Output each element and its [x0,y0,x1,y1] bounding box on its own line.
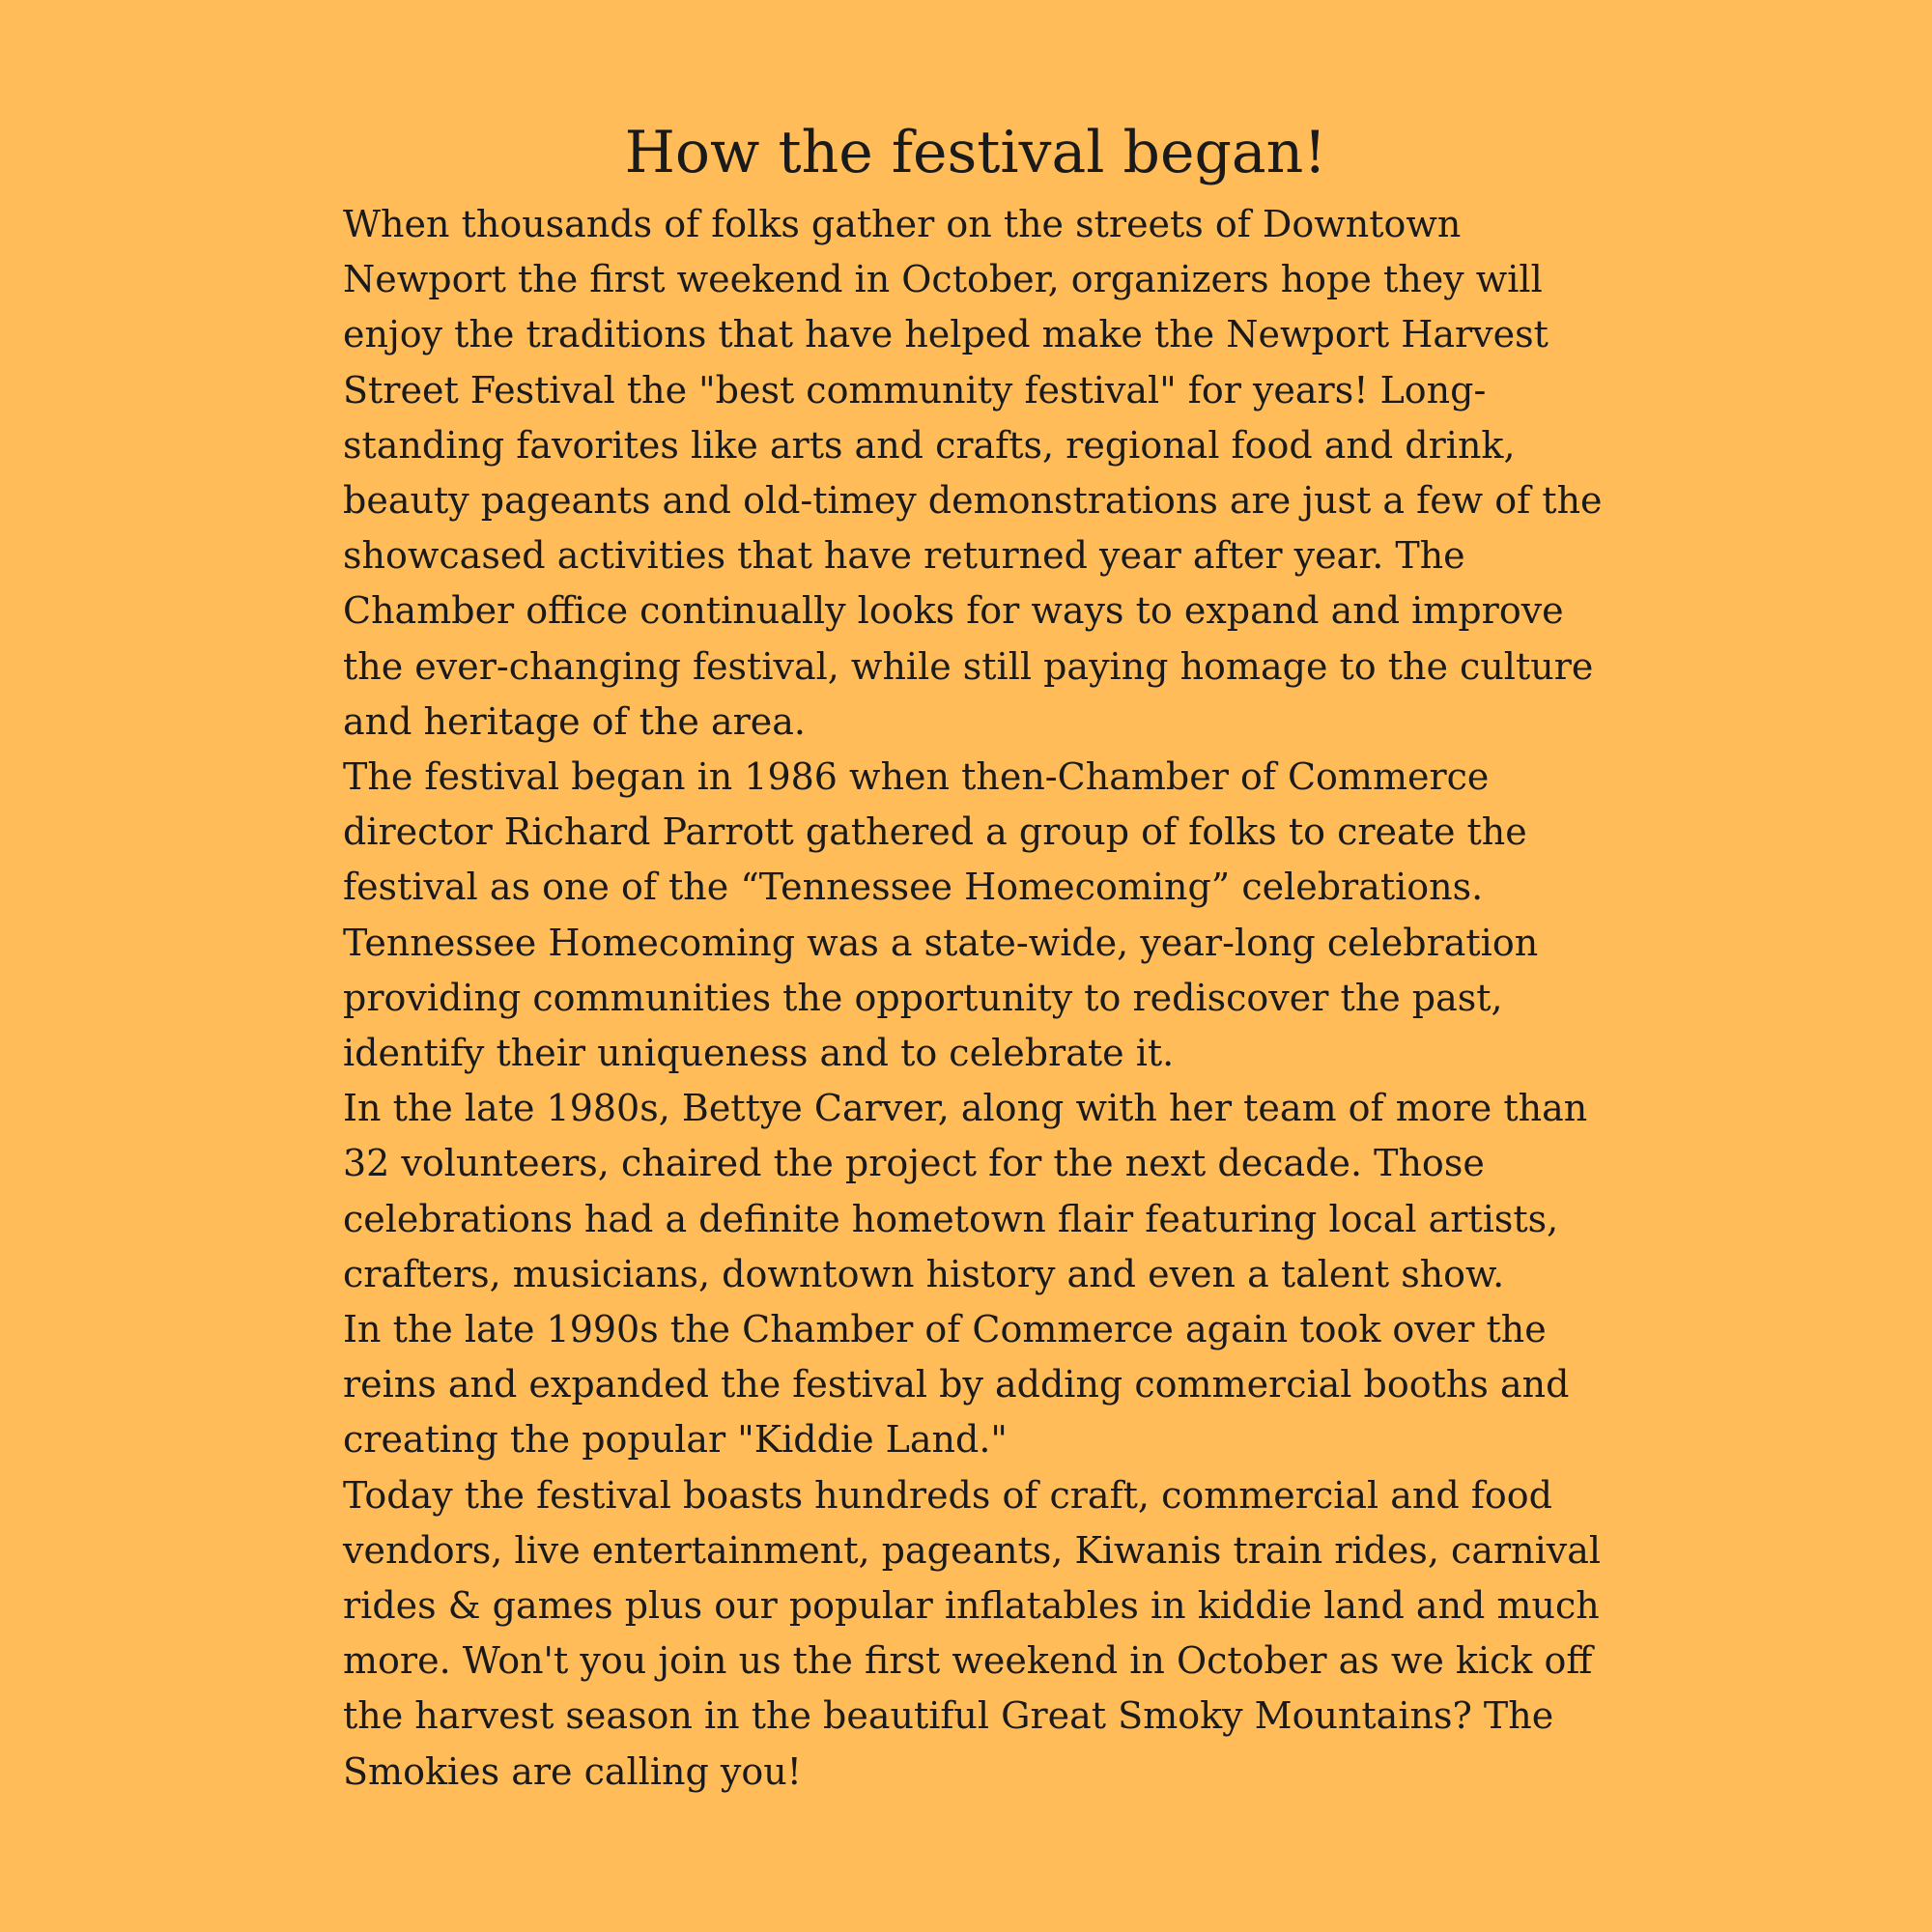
text-line: director Richard Parrott gathered a group of folks to create the [343,810,1527,854]
text-line: identify their uniqueness and to celebrate it. [343,1032,1175,1075]
text-line: Today the festival boasts hundreds of craft, commercial and food [343,1473,1552,1517]
text-line: celebrations had a definite hometown flair featuring local artists, [343,1197,1559,1240]
text-line: providing communities the opportunity to rediscover the past, [343,976,1503,1019]
document-content [343,114,1608,1800]
text-line: rides & games plus our popular inflatables in kiddie land and much [343,1584,1600,1628]
text-line: When thousands of folks gather on the streets of Downtown [343,203,1462,245]
text-line: Tennessee Homecoming was a state-wide, year-long celebration [343,921,1539,964]
text-line: Newport the first weekend in October, organizers hope they will [343,258,1543,301]
text-line: Chamber office continually looks for ways to expand and improve [343,589,1564,633]
body-text [343,197,1608,1800]
text-line: Street Festival the "best community festival" for years! Long- [343,368,1487,412]
text-line: festival as one of the “Tennessee Homecoming” celebrations. [343,866,1484,909]
text-line: more. Won't you join us the first weekend in October as we kick off [343,1639,1593,1683]
page-title: How the festival began! [624,119,1327,186]
text-line: In the late 1980s, Bettye Carver, along with her team of more than [343,1087,1588,1130]
text-line: creating the popular "Kiddie Land." [343,1418,1008,1462]
text-line: the harvest season in the beautiful Great Smoky Mountains? The [343,1694,1554,1738]
text-line: beauty pageants and old-timey demonstrations are just a few of the [343,479,1603,523]
text-line: the ever-changing festival, while still paying homage to the culture [343,644,1594,688]
text-line: and heritage of the area. [343,699,807,743]
text-line: vendors, live entertainment, pageants, Kiwanis train rides, carnival [343,1528,1602,1572]
text-line: crafters, musicians, downtown history and even a talent show. [343,1252,1505,1295]
text-line: In the late 1990s the Chamber of Commerce again took over the [343,1308,1547,1351]
text-line: The festival began in 1986 when then-Chamber of Commerce [343,755,1490,799]
text-line: Smokies are calling you! [343,1749,802,1793]
text-line: showcased activities that have returned year after year. The [343,534,1465,578]
text-line: reins and expanded the festival by adding commercial booths and [343,1363,1570,1406]
text-line: 32 volunteers, chaired the project for the next decade. Those [343,1142,1485,1185]
text-line: standing favorites like arts and crafts, regional food and drink, [343,423,1516,467]
text-line: enjoy the traditions that have helped make the Newport Harvest [343,313,1548,356]
